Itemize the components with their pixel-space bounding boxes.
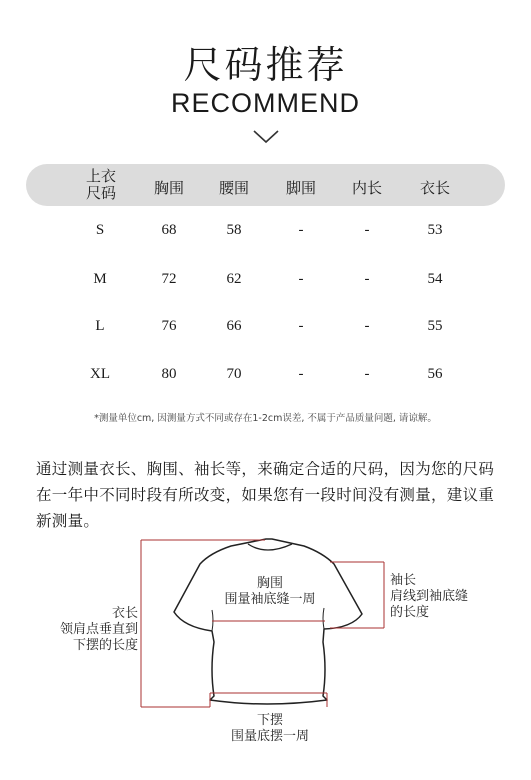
hem-title: 下摆: [256, 713, 283, 728]
table-cell: 76: [161, 318, 177, 334]
table-cell: S: [95, 222, 105, 238]
header-size: [78, 168, 124, 202]
table-cell: -: [364, 318, 370, 334]
measurement-note: *测量单位cm, 因测量方式不同或存在1-2cm误差, 不属于产品质量问题, 请谅解。: [94, 413, 437, 424]
length-desc-2: 下摆的长度: [72, 638, 138, 653]
sleeve-title: 袖长: [390, 573, 417, 588]
header-inseam: 内长: [351, 179, 382, 197]
table-cell: -: [364, 366, 370, 382]
header-size-line1: 上衣: [85, 167, 116, 185]
header-hem: 脚围: [285, 179, 316, 197]
table-cell: 55: [427, 318, 443, 334]
measurement-advice: 通过测量衣长、胸围、袖长等，来确定合适的尺码，因为您的尺码在一年中不同时段有所改变，如果您有一段时间没有测量，建议重新测量。: [36, 460, 495, 530]
table-cell: L: [95, 318, 105, 334]
length-desc-1: 领肩点垂直到: [59, 622, 138, 637]
table-cell: -: [364, 271, 370, 287]
hem-label: [200, 713, 340, 745]
chest-title: 胸围: [256, 576, 283, 591]
sleeve-label: [390, 573, 510, 621]
length-title: 衣长: [111, 606, 138, 621]
table-cell: 58: [226, 222, 242, 238]
table-cell: 70: [226, 366, 242, 382]
table-cell: 68: [161, 222, 177, 238]
chevron-down-icon: [253, 130, 279, 144]
header-chest: 胸围: [153, 179, 184, 197]
table-cell: -: [364, 222, 370, 238]
table-cell: XL: [90, 366, 110, 382]
length-label: [30, 606, 138, 654]
table-cell: 54: [427, 271, 443, 287]
sleeve-desc-2: 的长度: [390, 605, 430, 620]
sleeve-desc-1: 肩线到袖底缝: [390, 589, 469, 604]
chest-desc: 围量袖底缝一周: [224, 592, 316, 607]
table-cell: 62: [226, 271, 242, 287]
chest-label: [200, 576, 340, 608]
table-cell: 80: [161, 366, 177, 382]
header-waist: 腰围: [218, 179, 249, 197]
table-cell: -: [298, 366, 304, 382]
page-subtitle: RECOMMEND: [171, 88, 360, 118]
page-title: 尺码推荐: [183, 43, 348, 87]
header-length: 衣长: [419, 179, 450, 197]
table-cell: -: [298, 318, 304, 334]
hem-desc: 围量底摆一周: [230, 729, 309, 744]
table-cell: -: [298, 271, 304, 287]
header-size-line2: 尺码: [85, 184, 116, 202]
table-cell: 53: [427, 222, 443, 238]
table-cell: -: [298, 222, 304, 238]
table-cell: 56: [427, 366, 443, 382]
table-cell: 72: [161, 271, 177, 287]
table-cell: 66: [226, 318, 242, 334]
table-cell: M: [93, 271, 107, 287]
